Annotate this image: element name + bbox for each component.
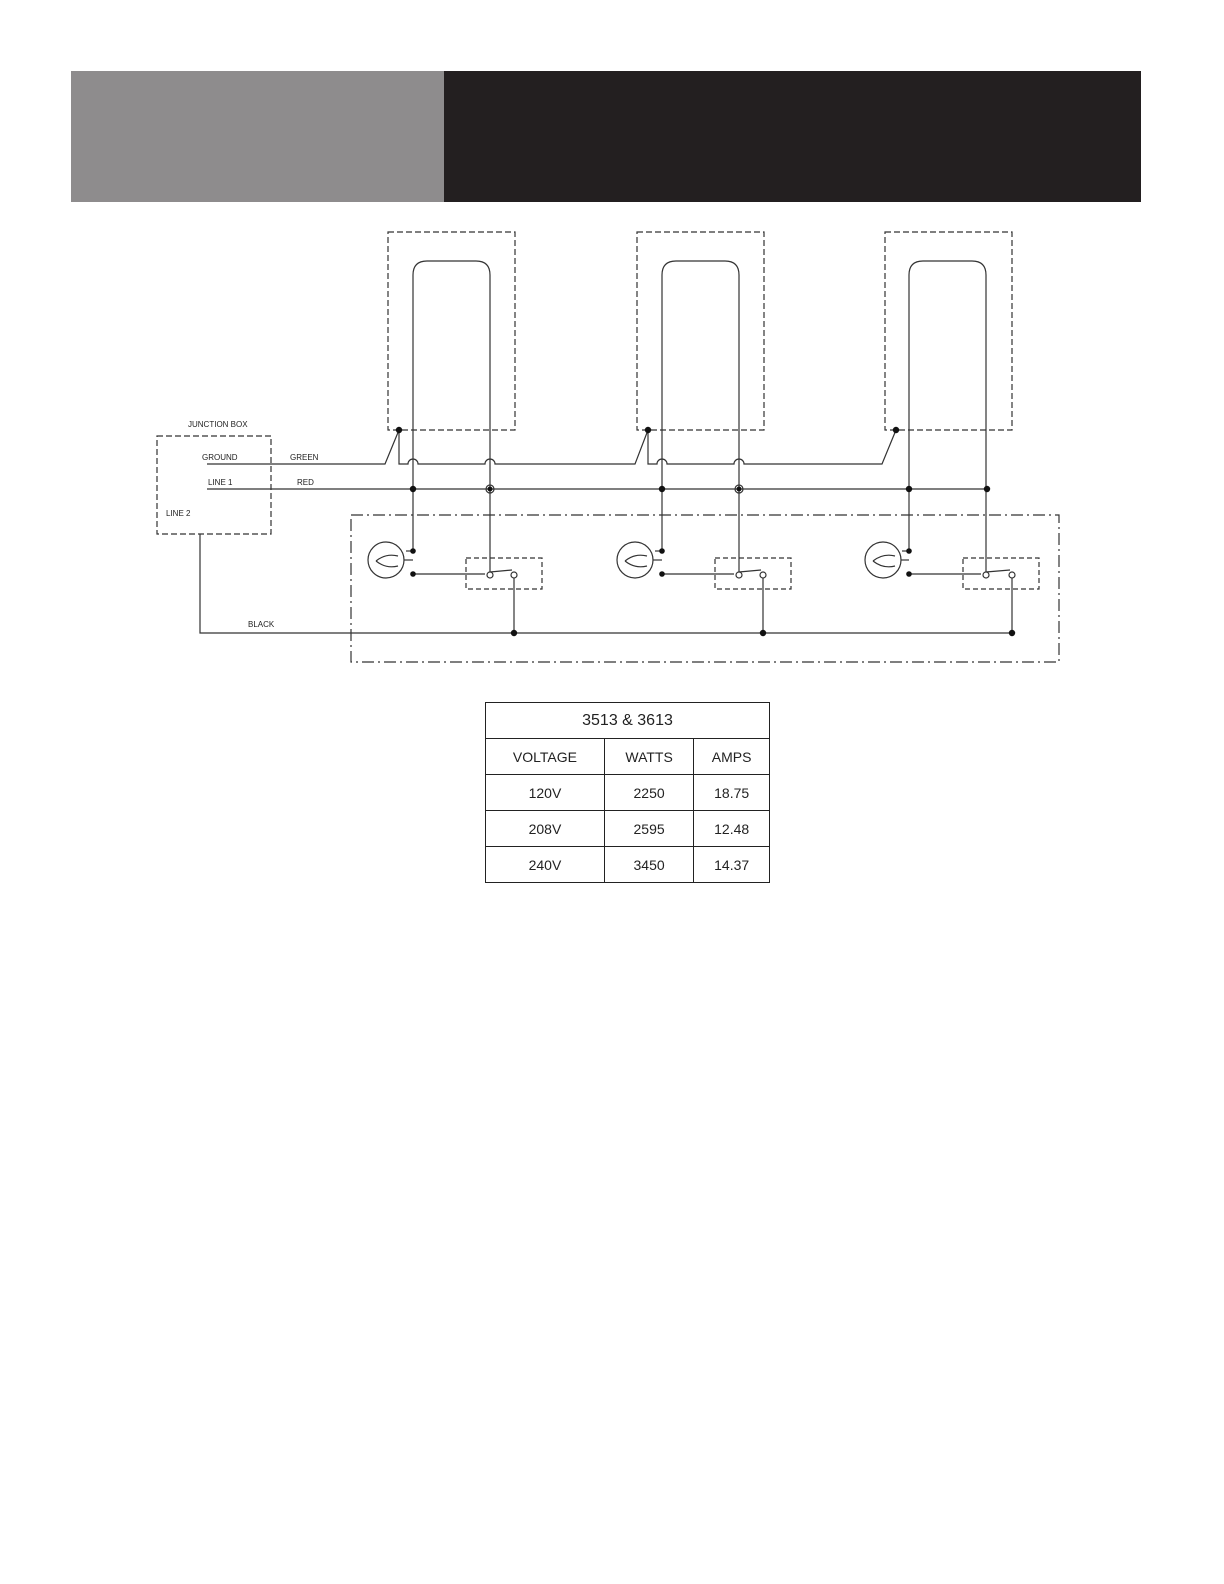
indicator-light-1 bbox=[368, 542, 413, 578]
spec-table bbox=[485, 702, 770, 883]
ground-label: GROUND bbox=[202, 453, 238, 462]
element-housing-1 bbox=[388, 232, 515, 430]
control-enclosure bbox=[351, 515, 1059, 662]
amps-cell: 12.48 bbox=[694, 811, 770, 847]
connection-dots bbox=[396, 427, 1015, 636]
heating-element-3 bbox=[909, 261, 986, 489]
voltage-header: VOLTAGE bbox=[486, 739, 605, 775]
table-title: 3513 & 3613 bbox=[486, 703, 770, 739]
line1-label: LINE 1 bbox=[208, 478, 233, 487]
voltage-cell: 240V bbox=[486, 847, 605, 883]
line2-label: LINE 2 bbox=[166, 509, 191, 518]
green-label: GREEN bbox=[290, 453, 319, 462]
watts-cell: 3450 bbox=[604, 847, 693, 883]
amps-header: AMPS bbox=[694, 739, 770, 775]
amps-cell: 14.37 bbox=[694, 847, 770, 883]
element-housing-3 bbox=[885, 232, 1012, 430]
indicator-light-3 bbox=[865, 542, 909, 578]
line2-wire bbox=[200, 534, 1012, 633]
amps-cell: 18.75 bbox=[694, 775, 770, 811]
voltage-cell: 120V bbox=[486, 775, 605, 811]
watts-cell: 2595 bbox=[604, 811, 693, 847]
table-row bbox=[486, 811, 770, 847]
heating-element-1 bbox=[413, 261, 490, 489]
red-label: RED bbox=[297, 478, 314, 487]
junction-box-label: JUNCTION BOX bbox=[188, 420, 248, 429]
watts-header: WATTS bbox=[604, 739, 693, 775]
black-label: BLACK bbox=[248, 620, 275, 629]
element-housing-2 bbox=[637, 232, 764, 430]
indicator-light-2 bbox=[617, 542, 662, 578]
heating-element-2 bbox=[662, 261, 739, 489]
watts-cell: 2250 bbox=[604, 775, 693, 811]
table-row bbox=[486, 775, 770, 811]
wiring-diagram bbox=[0, 0, 1224, 700]
voltage-cell: 208V bbox=[486, 811, 605, 847]
table-row bbox=[486, 847, 770, 883]
